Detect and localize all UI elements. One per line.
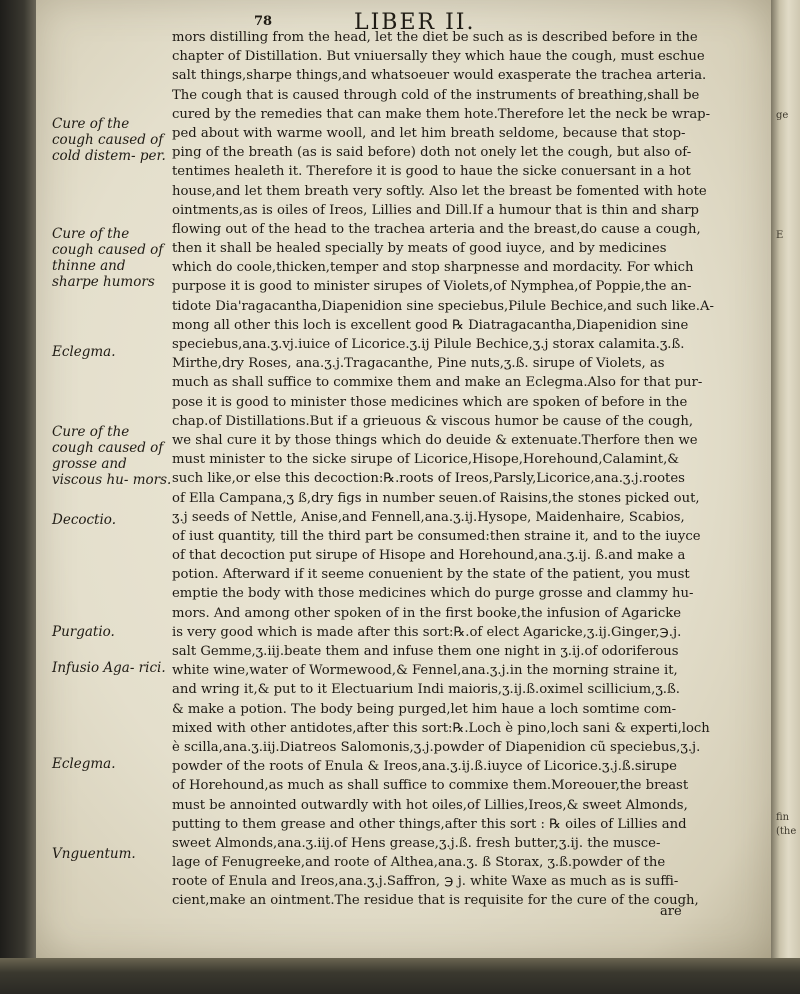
text-line: mong all other this loch is excellent good ℞ Diatragacantha,Diapenidion sine (172, 317, 689, 333)
text-line: white wine,water of Wormewood,& Fennel,ana.ʒ.j.in the morning straine it, (172, 663, 678, 679)
text-line: pose it is good to minister those medicines which are spoken of before in the (172, 394, 688, 410)
text-line: must minister to the sicke sirupe of Licorice,Hisope,Horehound,Calamint,& (172, 452, 680, 468)
text-line: purpose it is good to minister sirupes of Violets,of Nymphea,of Poppie,the an- (172, 279, 692, 295)
body-text (172, 28, 752, 911)
text-line: tidote Dia'ragacantha,Diapenidion sine speciebus,Pilule Bechice,and such like.A- (172, 298, 714, 314)
adjacent-page-fragment: (the (776, 826, 797, 837)
page-number: 78 (254, 14, 273, 29)
text-line: roote of Enula and Ireos,ana.ʒ.j.Saffron, ℈ j. white Waxe as much as is suffi- (172, 874, 679, 890)
text-line: of iust quantity, till the third part be consumed:then straine it, and to the iuyce (172, 528, 701, 544)
text-line: potion. Afterward if it seeme conuenient by the state of the patient, you must (172, 567, 690, 583)
text-line: mors distilling from the head, let the diet be such as is described before in the (172, 30, 698, 45)
text-line: house,and let them breath very softly. Also let the breast be fomented with hote (172, 183, 707, 199)
text-line: è scilla,ana.ʒ.iij.Diatreos Salomonis,ʒ.j.powder of Diapenidion cũ speciebus,ʒ.j. (172, 739, 701, 755)
text-line: of that decoction put sirupe of Hisope and Horehound,ana.ʒ.ij. ß.and make a (172, 548, 686, 564)
adjacent-page-fragment: ge (776, 110, 789, 121)
text-line: much as shall suffice to commixe them and make an Eclegma.Also for that pur- (172, 375, 703, 391)
text-line: must be annointed outwardly with hot oiles,of Lillies,Ireos,& sweet Almonds, (172, 797, 688, 813)
text-line: then it shall be healed specially by meats of good iuyce, and by medicines (172, 241, 667, 257)
text-line: & make a potion. The body being purged,let him haue a loch somtime com- (172, 701, 677, 717)
text-line: lage of Fenugreeke,and roote of Althea,ana.ʒ. ß Storax, ʒ.ß.powder of the (172, 855, 666, 871)
text-line: Mirthe,dry Roses, ana.ʒ.j.Tragacanthe, Pine nuts,ʒ.ß. sirupe of Violets, as (172, 356, 665, 372)
catchword: are (660, 904, 682, 919)
marginal-note: Eclegma. (52, 344, 116, 360)
text-line: salt things,sharpe things,and whatsoeuer would exasperate the trachea arteria. (172, 68, 707, 84)
running-head: LIBER II. (354, 10, 476, 35)
text-line: putting to them grease and other things,after this sort : ℞ oiles of Lillies and (172, 816, 687, 832)
text-line: which do coole,thicken,temper and stop sharpnesse and mordacity. For which (172, 260, 694, 276)
text-line: cient,make an ointment.The residue that is requisite for the cure of the cough, (172, 893, 699, 909)
text-line: sweet Almonds,ana.ʒ.iij.of Hens grease,ʒ.j.ß. fresh butter,ʒ.ij. the musce- (172, 835, 661, 851)
text-line: mixed with other antidotes,after this sort:℞.Loch è pino,loch sani & experti,loch (172, 720, 710, 736)
text-line: flowing out of the head to the trachea arteria and the breast,do cause a cough, (172, 221, 701, 237)
text-line: we shal cure it by those things which do deuide & extenuate.Therfore then we (172, 432, 698, 448)
marginal-note: Cure of the cough caused of grosse and viscous hu- mors. (52, 424, 172, 488)
adjacent-page-fragment: E (776, 230, 784, 241)
marginal-note: Vnguentum. (52, 846, 136, 862)
text-line: of Ella Campana,ʒ ß,dry figs in number seuen.of Raisins,the stones picked out, (172, 490, 700, 506)
text-line: is very good which is made after this sort:℞.of elect Agaricke,ʒ.ij.Ginger,℈.j. (172, 624, 682, 640)
text-line: ointments,as is oiles of Ireos, Lillies and Dill.If a humour that is thin and sharp (172, 202, 700, 218)
adjacent-page-fragment: fin (776, 812, 790, 823)
text-line: ped about with warme wooll, and let him breath seldome, because that stop- (172, 125, 686, 141)
text-line: powder of the roots of Enula & Ireos,ana.ʒ.ij.ß.iuyce of Licorice.ʒ.j.ß.sirupe (172, 759, 677, 775)
text-line: and wring it,& put to it Electuarium Indi maioris,ʒ.ij.ß.oximel scillicium,ʒ.ß. (172, 682, 680, 698)
text-line: such like,or else this decoction:℞.roots of Ireos,Parsly,Licorice,ana.ʒ.j.rootes (172, 471, 685, 487)
text-line: chap.of Distillations.But if a grieuous & viscous humor be cause of the cough, (172, 413, 694, 429)
text-line: cured by the remedies that can make them hote.Therefore let the neck be wrap- (172, 106, 711, 122)
text-line: of Horehound,as much as shall suffice to commixe them.Moreouer,the breast (172, 778, 689, 794)
book-bottom-edge (0, 958, 800, 994)
text-line: The cough that is caused through cold of the instruments of breathing,shall be (172, 87, 700, 103)
text-line: speciebus,ana.ʒ.vj.iuice of Licorice.ʒ.ij Pilule Bechice,ʒ.j storax calamita.ʒ.ß. (172, 337, 685, 352)
text-line: ʒ.j seeds of Nettle, Anise,and Fennell,ana.ʒ.ij.Hysope, Maidenhaire, Scabios, (172, 509, 685, 525)
text-line: salt Gemme,ʒ.iij.beate them and infuse them one night in ʒ.ij.of odoriferous (172, 644, 679, 659)
text-line: chapter of Distillation. But vniuersally they which haue the cough, must eschue (172, 49, 705, 65)
text-line: tentimes healeth it. Therefore it is good to haue the sicke conuersant in a hot (172, 164, 691, 180)
marginal-note: Eclegma. (52, 756, 116, 772)
marginal-note: Decoctio. (52, 512, 116, 528)
marginal-note: Purgatio. (52, 624, 115, 640)
marginal-note: Infusio Aga- rici. (52, 660, 166, 676)
marginal-note: Cure of the cough caused of cold distem- per. (52, 116, 166, 164)
marginal-note: Cure of the cough caused of thinne and sharpe humors (52, 226, 164, 290)
text-line: ping of the breath (as is said before) doth not onely let the cough, but also of- (172, 145, 692, 161)
text-line: emptie the body with those medicines which do purge grosse and clammy hu- (172, 586, 694, 602)
text-line: mors. And among other spoken of in the first booke,the infusion of Agaricke (172, 605, 682, 621)
